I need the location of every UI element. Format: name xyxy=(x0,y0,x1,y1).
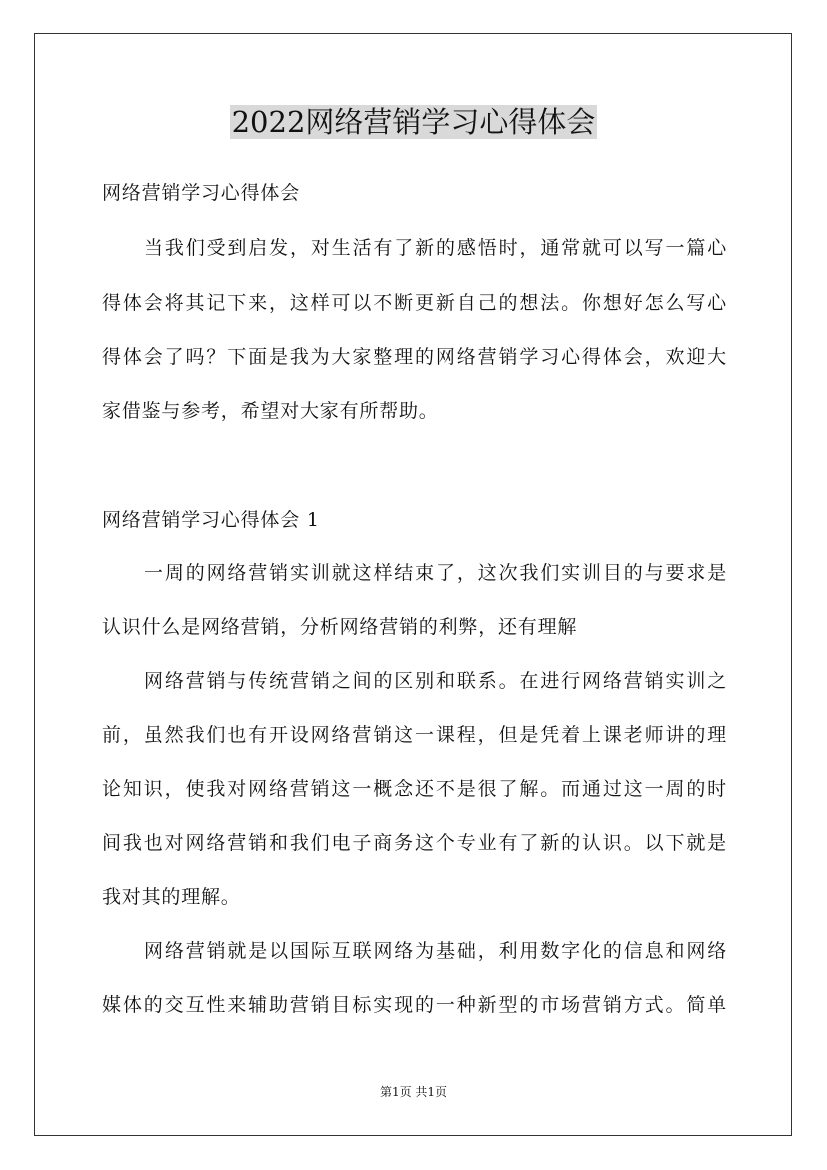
section1-heading: 网络营销学习心得体会 1 xyxy=(102,509,320,531)
page-footer: 第1页 共1页 xyxy=(379,1085,448,1099)
section1-para3-line-2: 媒体的交互性来辅助营销目标实现的一种新型的市场营销方式。简单 xyxy=(102,994,727,1016)
section1-para2-line-2: 前，虽然我们也有开设网络营销这一课程，但是凭着上课老师讲的理 xyxy=(102,724,727,746)
intro-line-4: 家借鉴与参考，希望对大家有所帮助。 xyxy=(102,400,439,422)
section1-para2-line-4: 间我也对网络营销和我们电子商务这个专业有了新的认识。以下就是 xyxy=(102,832,727,854)
section1-para2-line-3: 论知识，使我对网络营销这一概念还不是很了解。而通过这一周的时 xyxy=(102,778,727,800)
intro-heading: 网络营销学习心得体会 xyxy=(102,182,301,204)
section1-para2-line-1: 网络营销与传统营销之间的区别和联系。在进行网络营销实训之 xyxy=(144,670,727,692)
document-title-text: 2022网络营销学习心得体会 xyxy=(231,105,596,139)
intro-line-3: 得体会了吗？下面是我为大家整理的网络营销学习心得体会，欢迎大 xyxy=(102,346,727,368)
section1-para1-line-1: 一周的网络营销实训就这样结束了，这次我们实训目的与要求是 xyxy=(144,562,727,584)
section1-para3-line-1: 网络营销就是以国际互联网络为基础，利用数字化的信息和网络 xyxy=(144,940,727,962)
intro-line-1: 当我们受到启发，对生活有了新的感悟时，通常就可以写一篇心 xyxy=(144,237,727,259)
document-title xyxy=(0,100,827,144)
section1-para1-line-2: 认识什么是网络营销，分析网络营销的利弊，还有理解 xyxy=(102,616,578,638)
intro-line-2: 得体会将其记下来，这样可以不断更新自己的想法。你想好怎么写心 xyxy=(102,292,727,314)
section1-para2-line-5: 我对其的理解。 xyxy=(102,886,241,908)
